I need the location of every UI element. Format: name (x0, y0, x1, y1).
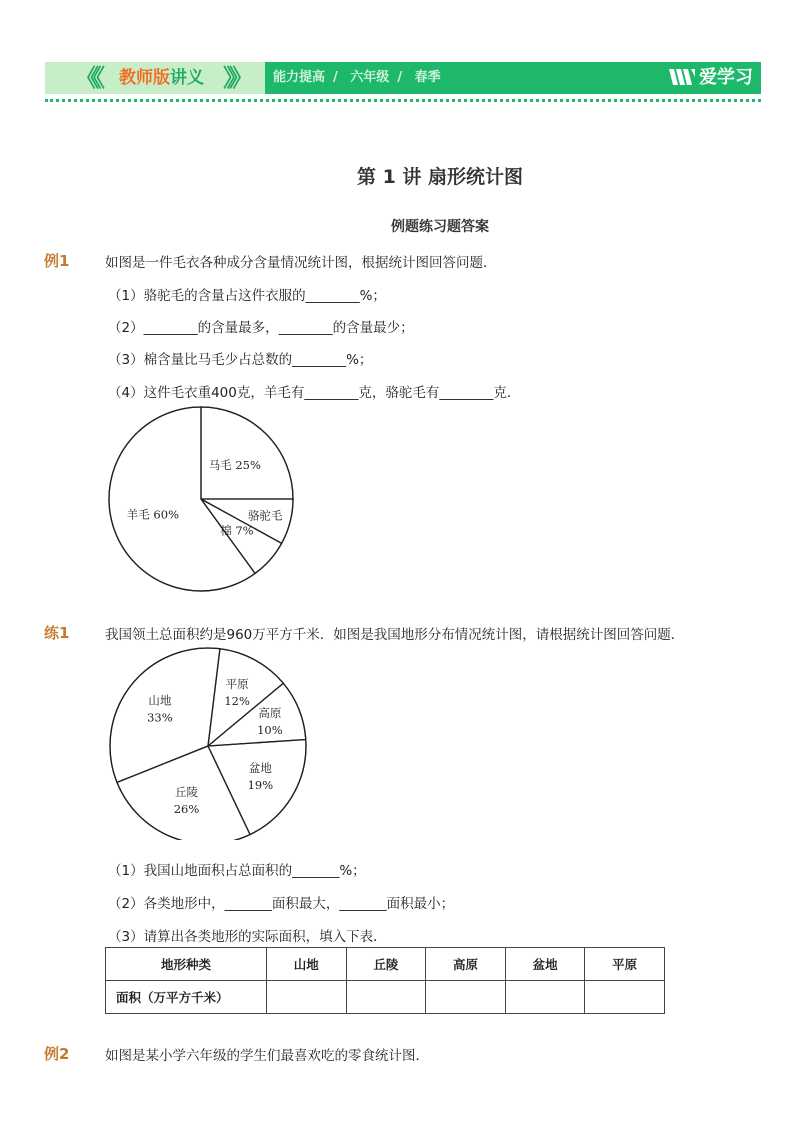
double-chevron-right-icon: 》》 (223, 64, 247, 92)
logo-mark-icon (669, 67, 695, 87)
header-divider (45, 99, 761, 102)
pie-label: 棉 7% (220, 523, 254, 538)
page-subtitle: 例题练习题答案 (391, 219, 489, 235)
table-cell (585, 981, 665, 1014)
pie-label: 33% (147, 710, 173, 725)
brand-part2: 讲义 (170, 68, 204, 88)
table-row (106, 981, 665, 1014)
example1-question-3: （3）棉含量比马毛少占总数的________%； (108, 352, 373, 368)
breadcrumb: 能力提高 / 六年级 / 春季 (273, 70, 441, 85)
logo-text: 爱学习 (699, 67, 753, 88)
pie-label: 骆驼毛 (247, 508, 283, 523)
page-header (45, 62, 761, 94)
pie-label: 12% (224, 694, 250, 709)
page-title: 第 1 讲 扇形统计图 (356, 166, 524, 188)
practice1-question-1: （1）我国山地面积占总面积的_______%； (108, 863, 366, 879)
table-header-cell: 盆地 (505, 948, 585, 981)
crumb-season: 春季 (414, 70, 441, 85)
pie-label: 平原 (225, 677, 249, 692)
table-header-cell: 丘陵 (346, 948, 426, 981)
pie-label: 26% (173, 802, 200, 817)
brand-logo (669, 62, 753, 94)
crumb-grade: 六年级 (350, 70, 390, 85)
pie-label: 马毛 25% (208, 458, 261, 473)
practice1-question-2: （2）各类地形中，_______面积最大，_______面积最小； (108, 896, 455, 912)
table-header-cell: 高原 (426, 948, 506, 981)
example2-prompt: 如图是某小学六年级的学生们最喜欢吃的零食统计图． (105, 1048, 429, 1064)
double-chevron-left-icon: 《《 (75, 64, 99, 92)
example1-question-2: （2）________的含量最多，________的含量最少； (108, 320, 414, 336)
pie-label: 丘陵 (175, 785, 198, 800)
pie-label: 10% (257, 722, 283, 737)
pie-label: 山地 (148, 693, 172, 708)
example2-label: 例2 (44, 1045, 70, 1063)
crumb-ability: 能力提高 (273, 70, 326, 85)
example1-question-1: （1）骆驼毛的含量占这件衣服的________%； (108, 288, 386, 304)
table-header-row (106, 948, 665, 981)
table-cell (346, 981, 426, 1014)
table-cell (267, 981, 347, 1014)
table-header-cell: 平原 (585, 948, 665, 981)
pie-label: 19% (247, 778, 274, 793)
table-row-label: 面积（万平方千米） (106, 981, 267, 1014)
practice1-label: 练1 (44, 624, 70, 642)
practice1-question-3: （3）请算出各类地形的实际面积，填入下表． (108, 929, 387, 945)
example1-pie-chart (105, 405, 298, 593)
pie-label: 羊毛 60% (126, 507, 180, 522)
brand-part1: 教师版 (119, 68, 170, 88)
practice1-pie-chart (105, 646, 311, 840)
terrain-area-table (105, 947, 665, 1014)
pie-label: 盆地 (248, 761, 272, 776)
example1-question-4: （4）这件毛衣重400克，羊毛有________克，骆驼毛有________克． (108, 385, 521, 401)
table-cell (426, 981, 506, 1014)
table-header-cell: 山地 (267, 948, 347, 981)
table-cell (505, 981, 585, 1014)
example1-prompt: 如图是一件毛衣各种成分含量情况统计图，根据统计图回答问题． (105, 255, 497, 271)
header-brand (119, 62, 204, 94)
example1-label: 例1 (44, 252, 70, 270)
table-header-cell: 地形种类 (106, 948, 267, 981)
practice1-prompt: 我国领土总面积约是960万平方千米．如图是我国地形分布情况统计图，请根据统计图回答问题． (105, 627, 685, 643)
pie-label: 高原 (258, 705, 282, 720)
